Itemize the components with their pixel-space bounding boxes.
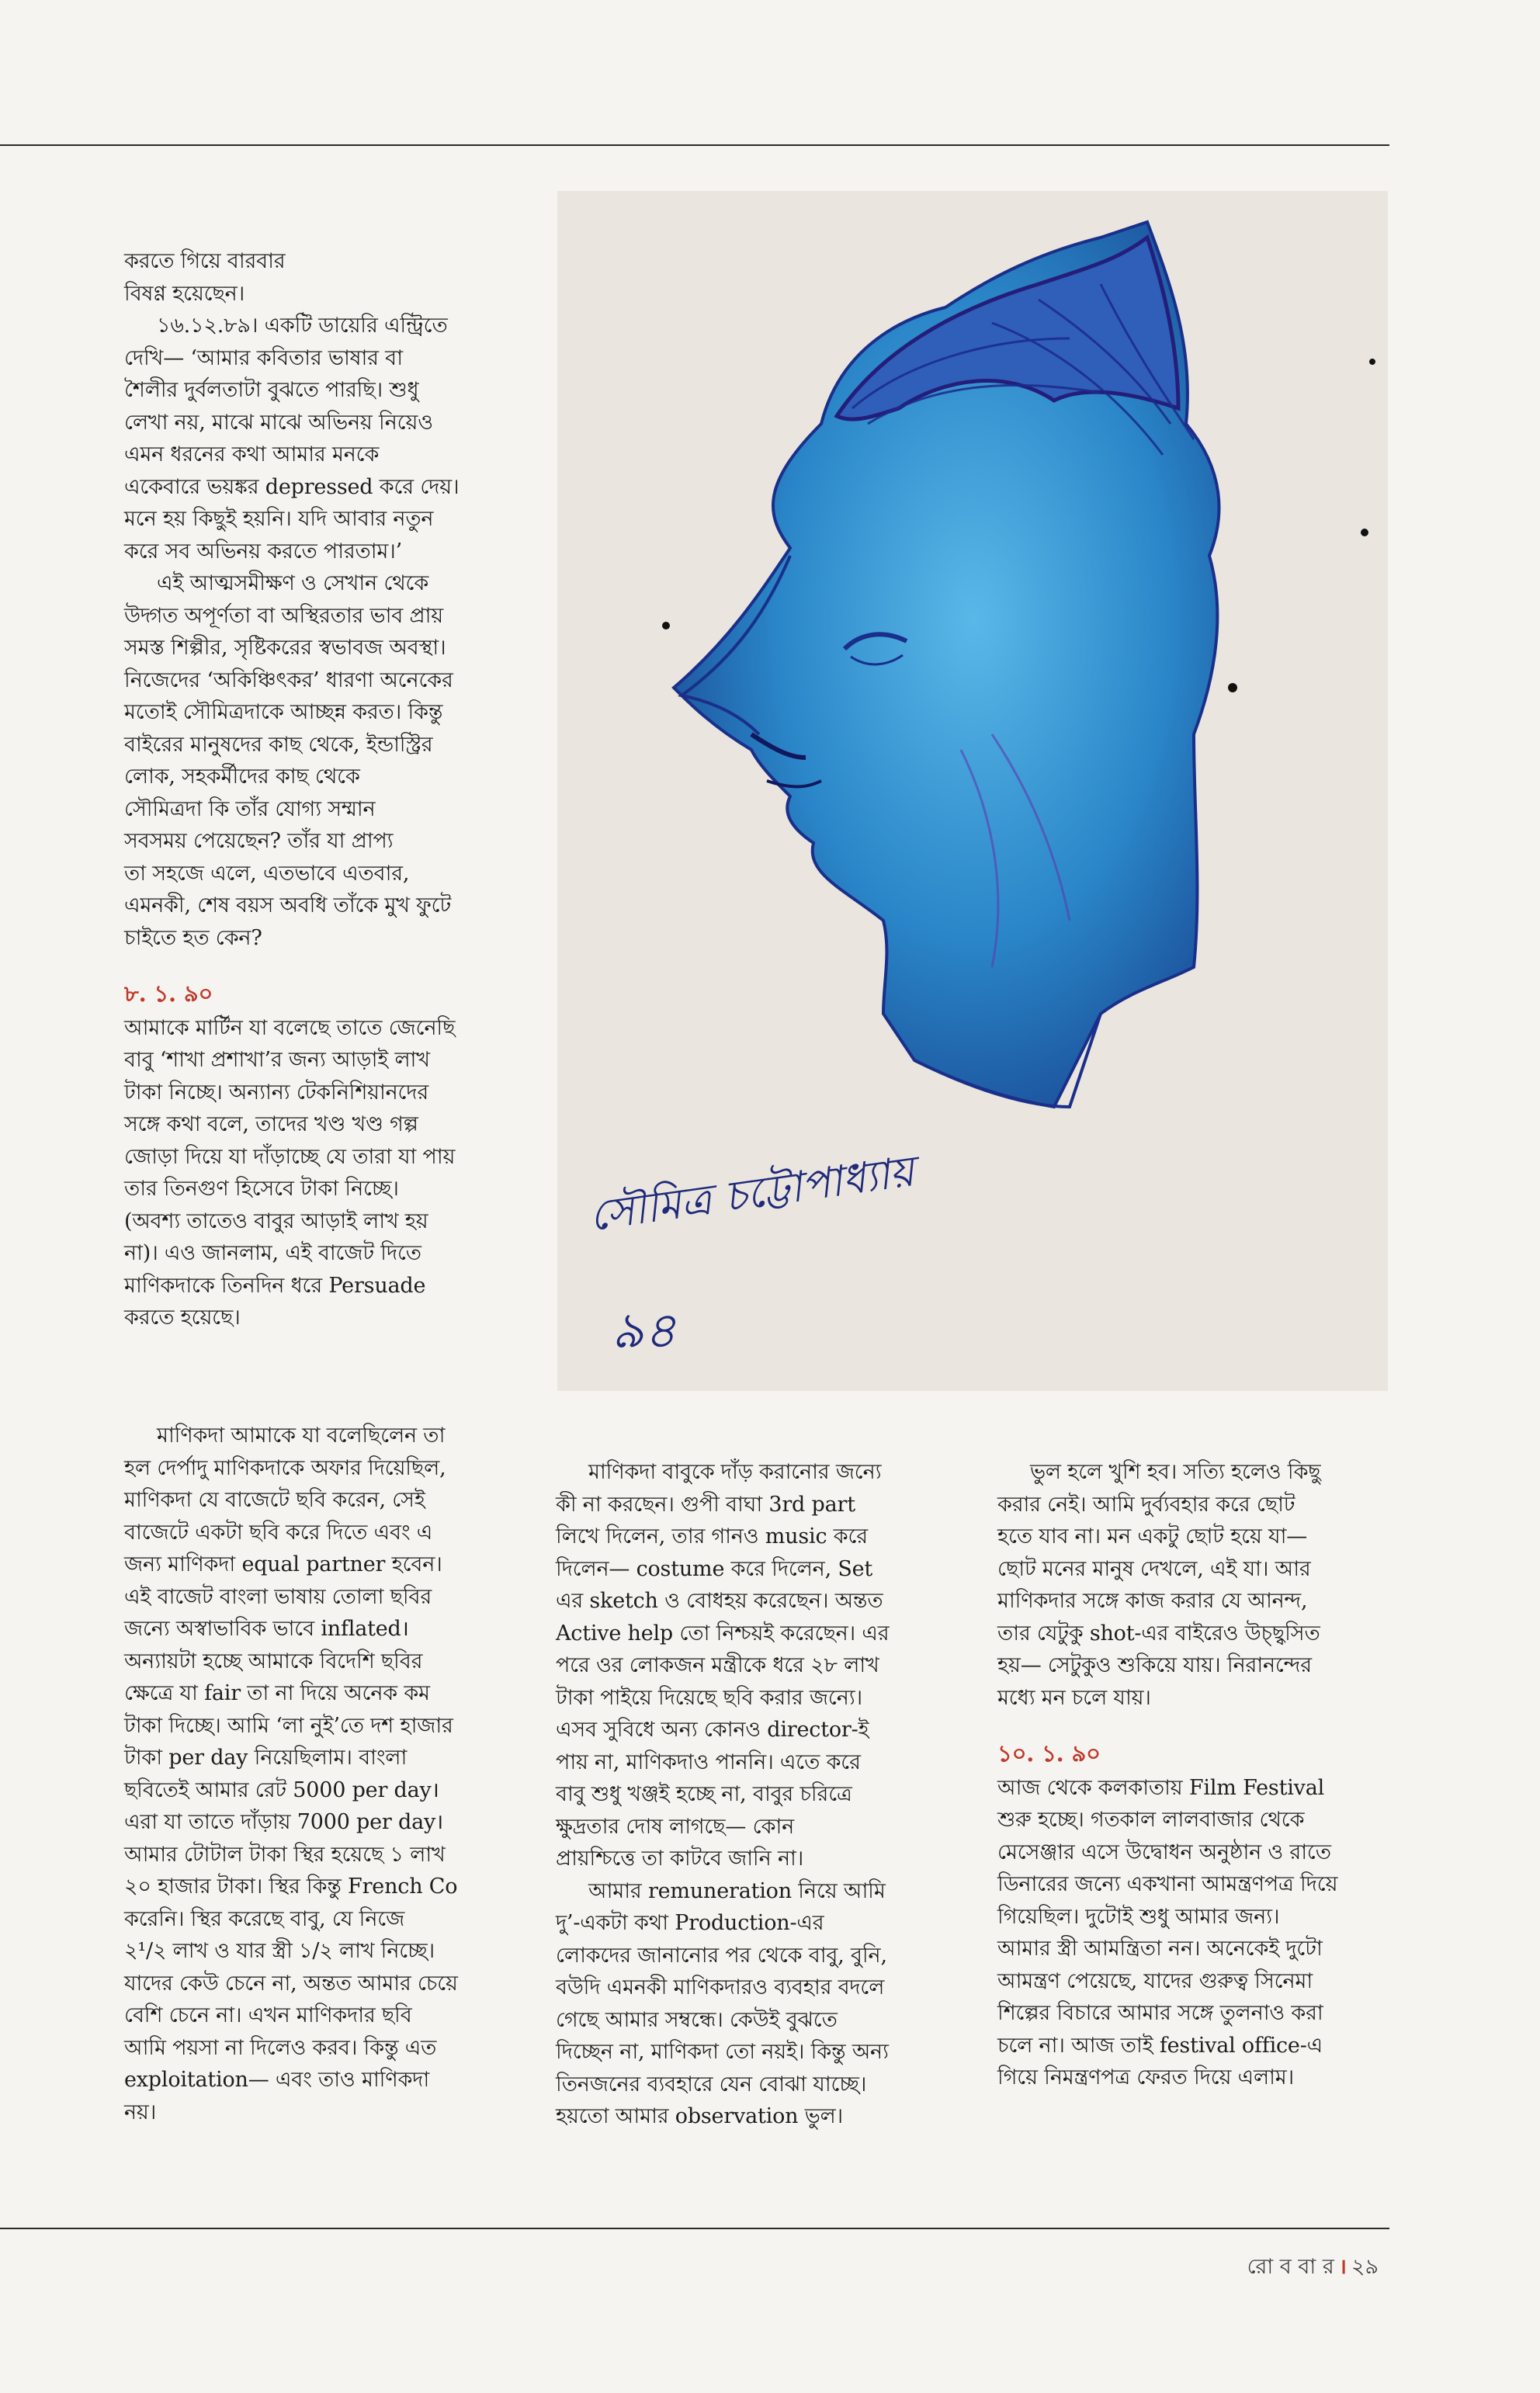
text-line: জোড়া দিয়ে যা দাঁড়াচ্ছে যে তারা যা পায় [124, 1144, 456, 1169]
text-line: বেশি চেনে না। এখন মাণিকদার ছবি [124, 2003, 412, 2027]
signature-year: ৯৪ [612, 1302, 677, 1360]
text-line: দিলেন— costume করে দিলেন, Set [556, 1556, 873, 1581]
text-line: বিষণ্ণ হয়েছেন। [124, 281, 245, 306]
text-line: মাণিকদা যে বাজেটে ছবি করেন, সেই [124, 1488, 425, 1512]
text-line: (অবশ্য তাতেও বাবুর আড়াই লাখ হয় [124, 1209, 428, 1233]
text-line: অন্যায়টা হচ্ছে আমাকে বিদেশি ছবির [124, 1649, 423, 1673]
text-line: এমনকী, শেষ বয়স অবধি তাঁকে মুখ ফুটে [124, 893, 452, 917]
text-line: আমাকে মার্টিন যা বলেছে তাতে জেনেছি [124, 1015, 456, 1040]
text-line: ক্ষেত্রে যা fair তা না দিয়ে অনেক কম [124, 1681, 430, 1705]
text-line: দিচ্ছেন না, মাণিকদা তো নয়ই। কিন্তু অন্য [556, 2040, 889, 2064]
text-line: দেখি— ‘আমার কবিতার ভাষার বা [124, 345, 403, 370]
text-line: সৌমিত্রদা কি তাঁর যোগ্য সম্মান [124, 796, 376, 821]
text-line: ২০ হাজার টাকা। স্থির কিন্তু French Co [124, 1875, 458, 1899]
text-line: মাণিকদার সঙ্গে কাজ করার যে আনন্দ, [997, 1589, 1308, 1613]
text-line: তার তিনগুণ হিসেবে টাকা নিচ্ছে। [124, 1177, 399, 1201]
text-line: শৈলীর দুর্বলতাটা বুঝতে পারছি। শুধু [124, 378, 419, 402]
portrait-sketch [557, 191, 1388, 1391]
text-line: ছবিতেই আমার রেট 5000 per day। [124, 1777, 439, 1802]
text-line: করার নেই। আমি দুর্ব্যবহার করে ছোট [997, 1492, 1295, 1517]
text-line: সঙ্গে কথা বলে, তাদের খণ্ড খণ্ড গল্প [124, 1112, 418, 1136]
text-line: টাকা দিচ্ছে। আমি ‘লা নুই’তে দশ হাজার [124, 1713, 453, 1738]
text-line: নিজেদের ‘অকিঞ্চিৎকর’ ধারণা অনেকের [124, 668, 453, 692]
page-footer [1247, 2251, 1379, 2286]
column-1-bottom [124, 1420, 543, 2128]
text-line: শিল্পের বিচারে আমার সঙ্গে তুলনাও করা [997, 2001, 1323, 2025]
text-line: এমন ধরনের কথা আমার মনকে [124, 442, 380, 466]
column-1-top [124, 245, 543, 1334]
text-line: মধ্যে মন চলে যায়। [997, 1685, 1151, 1710]
text-line: ছোট মনের মানুষ দেখলে, এই যা। আর [997, 1556, 1311, 1581]
text-line: করতে গিয়ে বারবার [124, 249, 286, 273]
text-line: হতে যাব না। মন একটু ছোট হয়ে যা— [997, 1524, 1308, 1549]
text-line: চাইতে হত কেন? [124, 925, 262, 950]
text-line: Active help তো নিশ্চয়ই করেছেন। এর [556, 1621, 890, 1646]
text-line: জন্যে অস্বাভাবিক ভাবে inflated। [124, 1617, 409, 1641]
text-line: লোকদের জানানোর পর থেকে বাবু, বুনি, [556, 1943, 887, 1968]
text-line: আজ থেকে কলকাতায় Film Festival [997, 1775, 1325, 1800]
text-line: আমার স্ত্রী আমন্ত্রিতা নন। অনেকেই দুটো [997, 1937, 1323, 1961]
text-line: লিখে দিলেন, তার গানও music করে [556, 1524, 868, 1549]
text-line: দু’-একটা কথা Production-এর [556, 1911, 824, 1935]
diary-date: ১০. ১. ৯০ [997, 1740, 1101, 1767]
magazine-name: রো ব বা র [1247, 2255, 1334, 2279]
text-line: হয়তো আমার observation ভুল। [556, 2104, 843, 2128]
diary-date: ৮. ১. ৯০ [124, 980, 213, 1007]
text-line: লোক, সহকর্মীদের কাছ থেকে [124, 765, 360, 789]
column-2 [556, 1456, 959, 2133]
text-line: ডিনারের জন্যে একখানা আমন্ত্রণপত্র দিয়ে [997, 1872, 1338, 1896]
text-line: কী না করছেন। গুপী বাঘা 3rd part [556, 1492, 855, 1517]
text-line: বাবু ‘শাখা প্রশাখা’র জন্য আড়াই লাখ [124, 1048, 430, 1072]
text-line: সবসময় পেয়েছেন? তাঁর যা প্রাপ্য [124, 829, 394, 853]
bottom-rule [0, 2228, 1389, 2229]
text-line: এসব সুবিধে অন্য কোনও director-ই [556, 1718, 869, 1742]
text-line: এই বাজেট বাংলা ভাষায় তোলা ছবির [124, 1584, 432, 1609]
artist-signature: সৌমিত্র চট্টোপাধ্যায় [586, 1146, 917, 1241]
top-rule [0, 144, 1389, 146]
text-line: উদ্গত অপূর্ণতা বা অস্থিরতার ভাব প্রায় [124, 603, 443, 628]
text-line: যাদের কেউ চেনে না, অন্তত আমার চেয়ে [124, 1971, 458, 1996]
text-line: টাকা per day নিয়েছিলাম। বাংলা [124, 1746, 408, 1770]
text-line: মাণিকদা বাবুকে দাঁড় করানোর জন্যে [588, 1460, 882, 1484]
text-line: এরা যা তাতে দাঁড়ায় 7000 per day। [124, 1810, 444, 1834]
text-line: মনে হয় কিছুই হয়নি। যদি আবার নতুন [124, 507, 434, 531]
text-line: তার যেটুকু shot-এর বাইরেও উচ্ছ্বসিত [997, 1621, 1320, 1646]
text-line: লেখা নয়, মাঝে মাঝে অভিনয় নিয়েও [124, 410, 433, 435]
text-line: ১৬.১২.৮৯। একটি ডায়েরি এন্ট্রিতে [157, 314, 448, 338]
column-3 [997, 1456, 1401, 2094]
text-line: জন্য মাণিকদা equal partner হবেন। [124, 1552, 442, 1576]
text-line: সমস্ত শিল্পীর, সৃষ্টিকরের স্বভাবজ অবস্থা। [124, 636, 446, 660]
text-line: এর sketch ও বোধহয় করেছেন। অন্তত [556, 1589, 883, 1613]
text-line: টাকা পাইয়ে দিয়েছে ছবি করার জন্যে। [556, 1685, 862, 1710]
text-line: এই আত্মসমীক্ষণ ও সেখান থেকে [157, 571, 429, 595]
text-line: হল দের্পাদু মাণিকদাকে অফার দিয়েছিল, [124, 1455, 446, 1480]
text-line: মতোই সৌমিত্রদাকে আচ্ছন্ন করত। কিন্তু [124, 700, 443, 724]
page-number: ২৯ [1351, 2255, 1379, 2279]
text-line: গিয়েছিল। দুটোই শুধু আমার জন্য। [997, 1904, 1280, 1929]
text-line: করেনি। স্থির করেছে বাবু, যে নিজে [124, 1906, 405, 1931]
text-line: ২¹/২ লাখ ও যার স্ত্রী ১/২ লাখ নিচ্ছে। [124, 1939, 435, 1963]
text-line: পায় না, মাণিকদাও পাননি। এতে করে [556, 1750, 861, 1774]
text-line: আমার টোটাল টাকা স্থির হয়েছে ১ লাখ [124, 1842, 446, 1867]
text-line: বাবু শুধু খঞ্জই হচ্ছে না, বাবুর চরিত্রে [556, 1782, 852, 1806]
text-line: বাজেটে একটা ছবি করে দিতে এবং এ [124, 1520, 433, 1545]
text-line: পরে ওর লোকজন মন্ত্রীকে ধরে ২৮ লাখ [556, 1653, 879, 1677]
text-line: করে সব অভিনয় করতে পারতাম।’ [124, 539, 403, 564]
text-line: গিয়ে নিমন্ত্রণপত্র ফেরত দিয়ে এলাম। [997, 2065, 1294, 2090]
text-line: গেছে আমার সম্বন্ধে। কেউই বুঝতে [556, 2007, 838, 2032]
text-line: মাণিকদাকে তিনদিন ধরে Persuade [124, 1273, 426, 1298]
text-line: মাণিকদা আমাকে যা বলেছিলেন তা [157, 1424, 446, 1448]
text-line: আমি পয়সা না দিলেও করব। কিন্তু এত [124, 2035, 437, 2060]
text-line: নয়। [124, 2100, 157, 2124]
text-line: না)। এও জানলাম, এই বাজেট দিতে [124, 1241, 421, 1265]
text-line: করতে হয়েছে। [124, 1306, 241, 1330]
text-line: মেসেঞ্জার এসে উদ্বোধন অনুষ্ঠান ও রাতে [997, 1840, 1331, 1864]
text-line: exploitation— এবং তাও মাণিকদা [124, 2068, 429, 2092]
footer-separator: । [1338, 2255, 1347, 2279]
text-line: শুরু হচ্ছে। গতকাল লালবাজার থেকে [997, 1808, 1305, 1832]
text-line: হয়— সেটুকুও শুকিয়ে যায়। নিরানন্দের [997, 1653, 1312, 1677]
text-line: তা সহজে এলে, এতভাবে এতবার, [124, 861, 410, 886]
text-line: টাকা নিচ্ছে। অন্যান্য টেকনিশিয়ানদের [124, 1080, 429, 1105]
text-line: ক্ষুদ্রতার দোষ লাগছে— কোন [556, 1814, 795, 1839]
text-line: বউদি এমনকী মাণিকদারও ব্যবহার বদলে [556, 1975, 885, 1999]
text-line: আমার remuneration নিয়ে আমি [588, 1878, 886, 1903]
text-line: প্রায়শ্চিত্তে তা কাটবে জানি না। [556, 1847, 804, 1871]
text-line: তিনজনের ব্যবহারে যেন বোঝা যাচ্ছে। [556, 2072, 867, 2096]
text-line: চলে না। আজ তাই festival office-এ [997, 2033, 1323, 2058]
text-line: বাইরের মানুষদের কাছ থেকে, ইন্ডাস্ট্রির [124, 732, 433, 757]
text-line: একেবারে ভয়ঙ্কর depressed করে দেয়। [124, 474, 460, 499]
text-line: আমন্ত্রণ পেয়েছে, যাদের গুরুত্ব সিনেমা [997, 1968, 1313, 1993]
text-line: ভুল হলে খুশি হব। সত্যি হলেও কিছু [1030, 1460, 1321, 1484]
